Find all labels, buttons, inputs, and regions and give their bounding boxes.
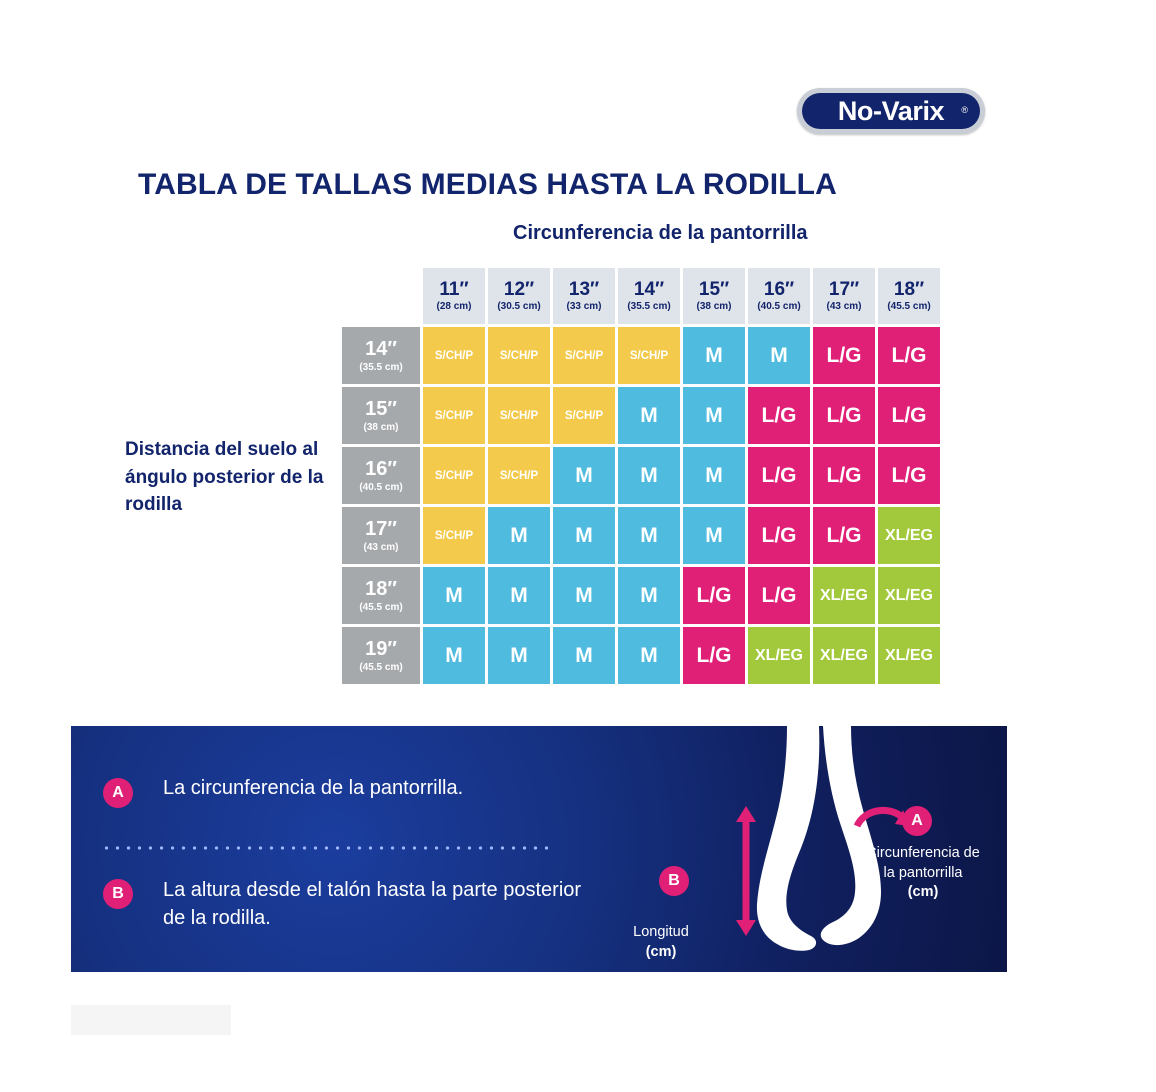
size-cell: L/G — [813, 327, 875, 384]
table-header-row — [342, 268, 940, 324]
column-header-inches: 15″ — [698, 278, 730, 300]
length-arrow-icon — [726, 806, 766, 936]
row-header-cm: (35.5 cm) — [359, 361, 403, 373]
size-cell: M — [618, 567, 680, 624]
size-cell: L/G — [813, 387, 875, 444]
size-cell: L/G — [748, 507, 810, 564]
size-cell: L/G — [683, 627, 745, 684]
size-cell: XL/EG — [878, 507, 940, 564]
calf-label-line1: Circunferencia de — [866, 845, 980, 861]
page-title: TABLA DE TALLAS MEDIAS HASTA LA RODILLA — [138, 168, 837, 201]
size-cell: M — [683, 327, 745, 384]
length-label — [591, 923, 731, 962]
row-header-cm: (45.5 cm) — [359, 601, 403, 613]
logo-inner-pill — [802, 93, 980, 129]
row-header-inches: 18″ — [365, 577, 397, 600]
column-header-cm: (40.5 cm) — [757, 301, 801, 313]
size-cell: M — [683, 447, 745, 504]
size-cell: L/G — [748, 387, 810, 444]
size-cell: L/G — [748, 567, 810, 624]
row-axis-title: Distancia del suelo al ángulo posterior de la rodilla — [125, 439, 324, 516]
column-header-cm: (35.5 cm) — [627, 301, 671, 313]
size-cell: S/CH/P — [553, 327, 615, 384]
column-header-cm: (45.5 cm) — [887, 301, 931, 313]
size-cell: L/G — [813, 507, 875, 564]
column-header-2 — [488, 268, 550, 324]
column-header-1 — [423, 268, 485, 324]
size-cell: S/CH/P — [488, 447, 550, 504]
size-cell: XL/EG — [878, 627, 940, 684]
column-header-4 — [618, 268, 680, 324]
size-cell: XL/EG — [748, 627, 810, 684]
column-header-cm: (43 cm) — [826, 301, 862, 313]
row-header-1 — [342, 327, 420, 384]
calf-label-unit: (cm) — [907, 884, 939, 901]
size-cell: M — [488, 567, 550, 624]
row-header-inches: 17″ — [365, 517, 397, 540]
diagram-marker-a: A — [902, 806, 932, 836]
size-cell: M — [618, 387, 680, 444]
size-cell: S/CH/P — [423, 447, 485, 504]
size-cell: M — [488, 627, 550, 684]
size-cell: L/G — [878, 387, 940, 444]
logo-text: No-Varix — [837, 95, 945, 126]
size-cell: S/CH/P — [488, 327, 550, 384]
size-cell: M — [748, 327, 810, 384]
measurement-instructions-panel — [71, 726, 1007, 972]
size-cell: S/CH/P — [553, 387, 615, 444]
size-cell: L/G — [878, 327, 940, 384]
brand-logo — [797, 88, 985, 134]
length-label-unit: (cm) — [645, 943, 677, 960]
table-row — [342, 387, 940, 444]
size-cell: XL/EG — [878, 567, 940, 624]
column-header-inches: 14″ — [633, 278, 665, 300]
bullet-marker-a: A — [103, 778, 133, 808]
size-cell: M — [553, 567, 615, 624]
column-header-7 — [813, 268, 875, 324]
column-header-5 — [683, 268, 745, 324]
size-chart-table — [339, 265, 943, 687]
column-header-inches: 13″ — [568, 278, 600, 300]
table-corner-cell — [342, 268, 420, 324]
table-row — [342, 507, 940, 564]
size-cell: S/CH/P — [618, 327, 680, 384]
registered-trademark-icon: ® — [961, 105, 968, 115]
row-header-3 — [342, 447, 420, 504]
size-cell: M — [423, 567, 485, 624]
column-header-cm: (28 cm) — [436, 301, 472, 313]
size-cell: M — [618, 447, 680, 504]
column-header-inches: 12″ — [503, 278, 535, 300]
length-label-text: Longitud — [633, 924, 689, 940]
column-header-inches: 17″ — [828, 278, 860, 300]
column-header-inches: 11″ — [439, 278, 469, 300]
table-row — [342, 627, 940, 684]
row-header-inches: 19″ — [365, 637, 397, 660]
size-cell: L/G — [683, 567, 745, 624]
row-header-cm: (43 cm) — [363, 541, 399, 553]
size-cell: M — [488, 507, 550, 564]
row-header-2 — [342, 387, 420, 444]
instruction-text-a: La circunferencia de la pantorrilla. — [163, 777, 464, 799]
row-header-4 — [342, 507, 420, 564]
size-cell: L/G — [813, 447, 875, 504]
calf-circumference-label — [843, 844, 1003, 903]
column-header-inches: 16″ — [763, 278, 795, 300]
size-cell: XL/EG — [813, 627, 875, 684]
calf-label-line2: la pantorrilla — [883, 864, 963, 881]
row-header-6 — [342, 627, 420, 684]
size-cell: M — [618, 507, 680, 564]
row-header-cm: (45.5 cm) — [359, 661, 403, 673]
row-header-5 — [342, 567, 420, 624]
column-header-6 — [748, 268, 810, 324]
instruction-text-b: La altura desde el talón hasta la parte posterior de la rodilla. — [163, 879, 582, 929]
column-header-inches: 18″ — [893, 278, 925, 300]
diagram-marker-b: B — [659, 866, 689, 896]
size-cell: M — [553, 507, 615, 564]
size-cell: S/CH/P — [488, 387, 550, 444]
footer-strip — [71, 1005, 231, 1035]
row-header-inches: 15″ — [365, 397, 397, 420]
column-header-cm: (38 cm) — [696, 301, 732, 313]
bullet-marker-b: B — [103, 879, 133, 909]
column-header-cm: (30.5 cm) — [497, 301, 541, 313]
column-axis-title: Circunferencia de la pantorrilla — [513, 222, 808, 244]
size-cell: M — [618, 627, 680, 684]
size-cell: XL/EG — [813, 567, 875, 624]
column-header-8 — [878, 268, 940, 324]
column-header-3 — [553, 268, 615, 324]
row-header-cm: (40.5 cm) — [359, 481, 403, 493]
size-cell: S/CH/P — [423, 327, 485, 384]
row-header-inches: 14″ — [365, 337, 397, 360]
row-header-inches: 16″ — [365, 457, 397, 480]
size-cell: M — [683, 507, 745, 564]
size-cell: S/CH/P — [423, 507, 485, 564]
column-header-cm: (33 cm) — [566, 301, 602, 313]
size-cell: M — [553, 627, 615, 684]
size-cell: S/CH/P — [423, 387, 485, 444]
table-row — [342, 567, 940, 624]
size-cell: M — [683, 387, 745, 444]
table-row — [342, 447, 940, 504]
table-row — [342, 327, 940, 384]
size-cell: M — [423, 627, 485, 684]
dotted-divider — [101, 846, 553, 850]
size-cell: L/G — [748, 447, 810, 504]
size-cell: M — [553, 447, 615, 504]
size-cell: L/G — [878, 447, 940, 504]
row-header-cm: (38 cm) — [363, 421, 399, 433]
